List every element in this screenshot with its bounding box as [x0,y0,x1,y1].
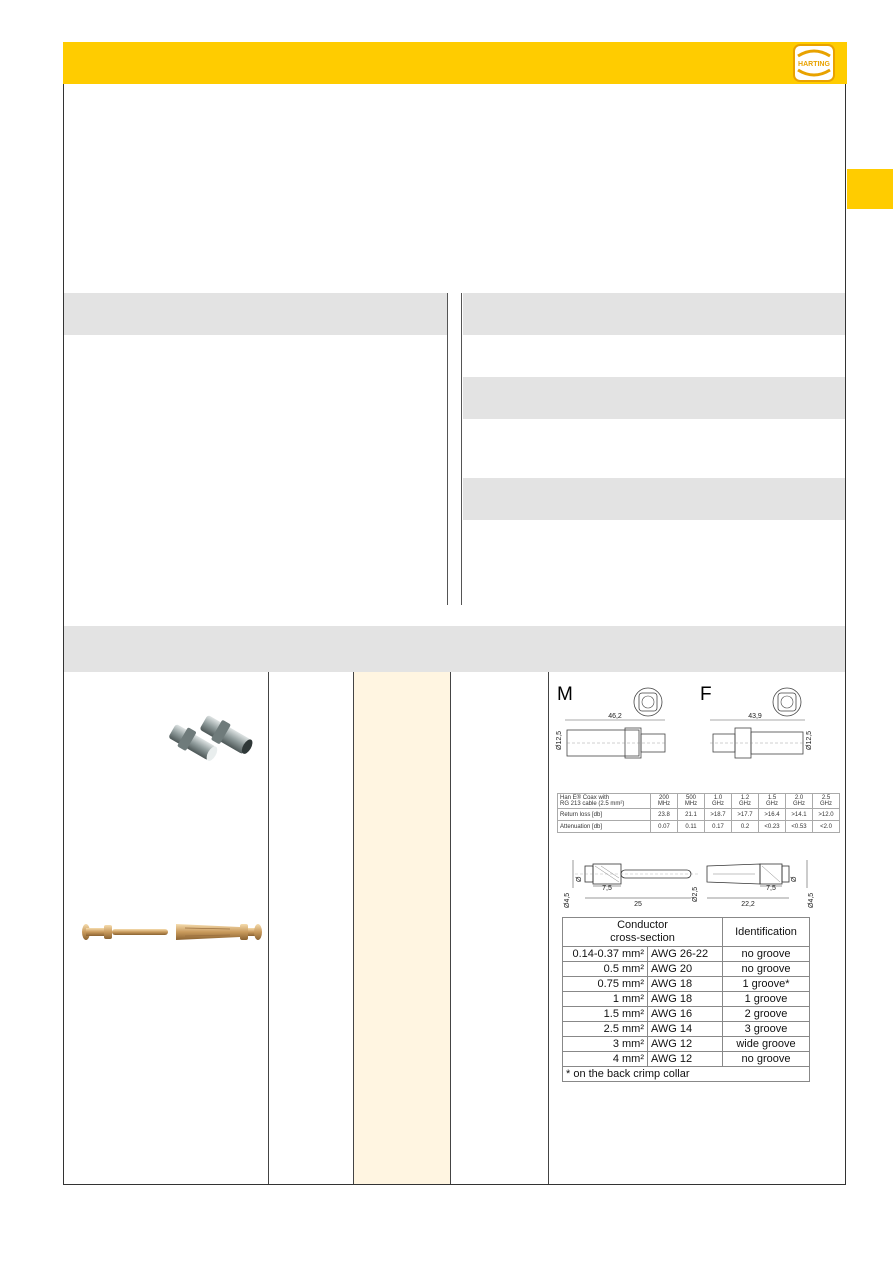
svg-text:Ø12,5: Ø12,5 [556,730,563,750]
svg-text:7,5: 7,5 [766,885,776,892]
col-line-1 [268,672,269,1184]
table-row: 4 mm² AWG 12 no groove [563,1052,810,1067]
svg-text:22,2: 22,2 [741,901,755,908]
col-line-4 [548,672,549,1184]
frequency-table: Han E® Coax with RG 213 cable (2.5 mm²) 200 MHz 500 MHz 1.0 GHz 1.2 GHz 1.5 GHz 2.0 GHz 2.5 GHz Return loss [db] 23.8 21.1 >18.7 >17.7 >16.4 >14.1 >12.0 Attenuation [db] 0.07 0.11 0.17 0.2 <0.23 <0.53 <2.0 [557,793,840,833]
header-bar [63,42,847,84]
return-loss-row: Return loss [db] 23.8 21.1 >18.7 >17.7 >16.4 >14.1 >12.0 [558,809,840,821]
column-divider-right [461,293,462,605]
product-table-header [64,626,845,672]
svg-text:46,2: 46,2 [608,713,622,720]
table-row: 1.5 mm² AWG 16 2 groove [563,1007,810,1022]
table-row: 3 mm² AWG 12 wide groove [563,1037,810,1052]
table-row: 0.5 mm² AWG 20 no groove [563,962,810,977]
table-row: 0.75 mm² AWG 18 1 groove* [563,977,810,992]
conductor-table [562,917,810,1082]
crimp-contacts-photo [80,918,265,946]
svg-text:Ø4,5: Ø4,5 [808,892,815,908]
harting-logo [793,44,835,82]
svg-text:25: 25 [634,901,642,908]
svg-text:HARTING: HARTING [798,61,830,68]
conductor-header: Conductor cross-section [563,918,723,947]
svg-text:Ø4,5: Ø4,5 [564,892,571,908]
svg-text:Ø: Ø [576,876,583,882]
left-section-header [64,293,447,335]
table-row: 1 mm² AWG 18 1 groove [563,992,810,1007]
coax-contact-photo [160,700,260,780]
svg-text:7,5: 7,5 [602,885,612,892]
right-section-header-3 [463,478,845,520]
svg-text:M: M [557,684,573,705]
svg-text:F: F [700,684,712,705]
footnote: * on the back crimp collar [563,1067,810,1082]
highlight-column [354,672,450,1184]
svg-text:Ø: Ø [791,876,798,882]
svg-text:Ø12,5: Ø12,5 [806,730,813,750]
col-line-3 [450,672,451,1184]
crimp-contact-drawing [555,852,815,910]
attenuation-row: Attenuation [db] 0.07 0.11 0.17 0.2 <0.23 <0.53 <2.0 [558,821,840,833]
table-row: 2.5 mm² AWG 14 3 groove [563,1022,810,1037]
svg-text:43,9: 43,9 [748,713,762,720]
right-section-header-2 [463,377,845,419]
identification-header: Identification [723,918,810,947]
svg-text:Ø2,5: Ø2,5 [692,886,699,902]
col-line-2 [353,672,354,1184]
column-divider-left [447,293,448,605]
table-row: 0.14-0.37 mm² AWG 26-22 no groove [563,947,810,962]
right-section-header-1 [463,293,845,335]
chapter-tab [847,169,893,209]
coax-dimension-drawing [555,680,815,770]
